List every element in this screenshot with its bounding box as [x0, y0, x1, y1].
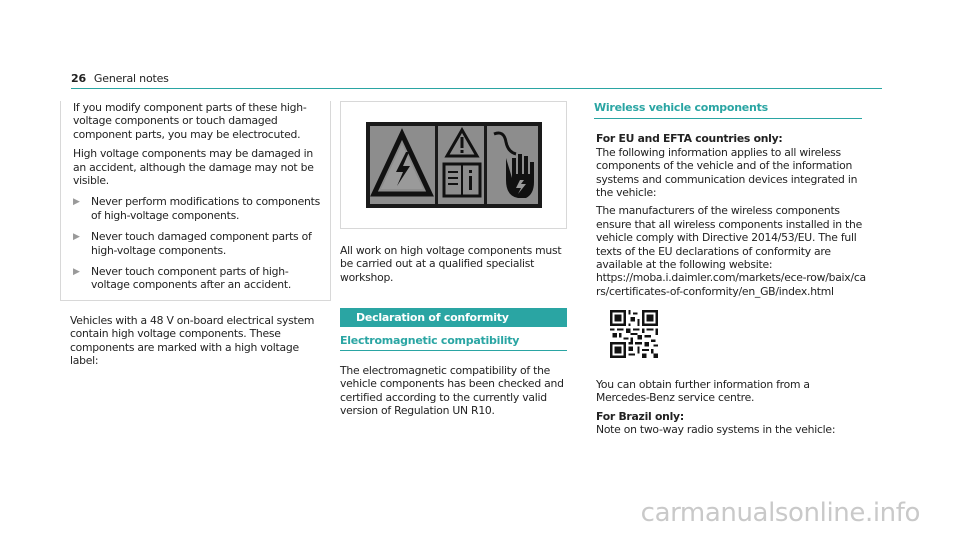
manufacturers-text: The manufacturers of the wireless components ensure that all wireless components installed in the vehicle comply with Directive 2014/53/EU. The full texts of the EU declarations of conformity are available at the following website: — [596, 204, 863, 272]
obtain-text: You can obtain further information from a Mercedes-Benz service centre. — [596, 377, 810, 405]
play-bullet-icon: ▶ — [73, 197, 80, 208]
high-voltage-label-figure — [340, 101, 567, 229]
bullet-item — [73, 195, 324, 222]
brazil-text: Note on two-way radio systems in the vehicle: — [596, 422, 836, 436]
watermark: carmanualsonline.info — [640, 498, 920, 528]
qr-code-icon — [610, 310, 658, 358]
label-caption: All work on high voltage components must be carried out at a qualified specialist workshop. — [340, 244, 562, 284]
vehicle-paragraph: Vehicles with a 48 V on-board electrical system contain high voltage components. These components are marked with a high voltage label: — [70, 313, 315, 368]
warning-intro: If you modify component parts of these high-voltage components or touch damaged component parts, you may be electrocuted. — [73, 101, 307, 141]
bullet-text: Never touch damaged component parts of high-voltage components. — [91, 230, 312, 257]
section-header-title: General notes — [93, 72, 169, 85]
emc-subheading: Electromagnetic compatibility — [340, 327, 567, 351]
declaration-heading: Declaration of conformity — [340, 308, 567, 326]
page-number: 26 — [71, 72, 86, 85]
declaration-url: https://moba.i.daimler.com/markets/ece-row/baix/cars/certificates-of-conformity/en_GB/index.html — [596, 271, 866, 298]
bullet-text: Never touch component parts of high-voltage components after an accident. — [91, 265, 292, 292]
right-column — [596, 101, 866, 436]
high-voltage-label-icon — [366, 122, 542, 208]
play-bullet-icon: ▶ — [73, 267, 80, 278]
emc-body: The electromagnetic compatibility of the vehicle components has been checked and certified according to the currently valid version of Regulation UN R10. — [340, 364, 564, 418]
header-divider — [71, 88, 882, 89]
eu-text: The following information applies to all wireless components of the vehicle and of the information systems and communication devices integrated in the vehicle: — [596, 145, 858, 200]
page-header — [71, 72, 169, 85]
wireless-heading: Wireless vehicle components — [594, 101, 862, 119]
bullet-item — [73, 230, 324, 257]
bullet-text: Never perform modifications to components of high-voltage components. — [91, 195, 320, 222]
eu-heading: For EU and EFTA countries only: — [596, 132, 783, 146]
warning-box — [60, 101, 331, 301]
warning-detail: High voltage components may be damaged in an accident, although the damage may not be visible. — [73, 147, 314, 188]
middle-column — [340, 101, 567, 418]
bullet-item — [73, 265, 324, 292]
left-column — [70, 101, 320, 368]
play-bullet-icon: ▶ — [73, 232, 80, 243]
brazil-heading: For Brazil only: — [596, 409, 684, 423]
